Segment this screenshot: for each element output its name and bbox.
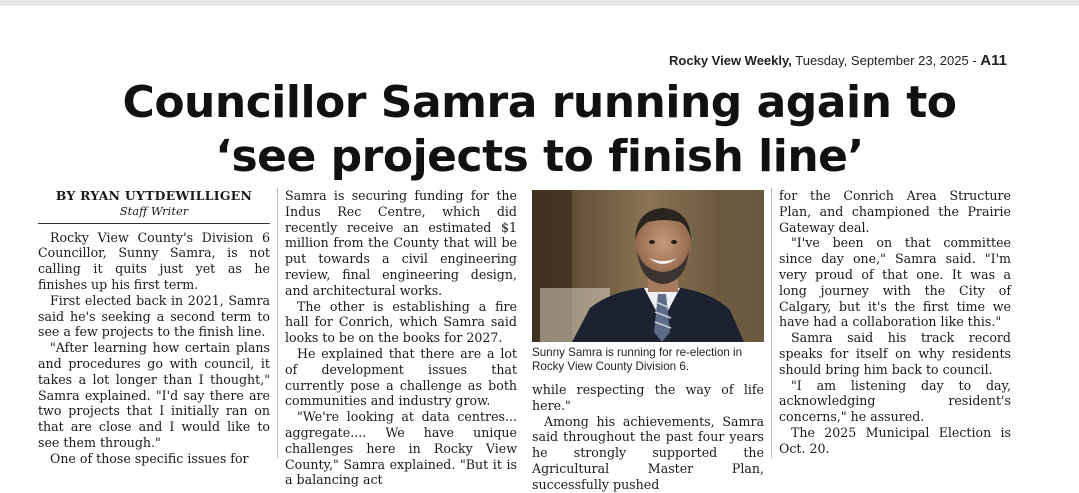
paragraph: First elected back in 2021, Samra said he's seeking a second term to see a few projects to the finish line. (38, 292, 270, 340)
paragraph: Samra is securing funding for the Indus Rec Centre, which did recently receive an estimated $1 million from the County that will be put towards a civil engineering review, final engineering design, and architectural works. (285, 188, 517, 298)
top-border (0, 0, 1079, 6)
article-column-2 (285, 188, 517, 488)
publication-date: Tuesday, September 23, 2025 - (795, 53, 977, 68)
portrait-image (532, 190, 764, 342)
councillor-photo (532, 190, 764, 342)
paragraph: The other is establishing a fire hall for Conrich, which Samra said looks to be on the books for 2027. (285, 298, 517, 346)
paragraph: Among his achievements, Samra said throughout the past four years he strongly supported the Agricultural Master Plan, successfully pushed (532, 413, 764, 492)
paragraph: "We're looking at data centres... aggregate.... We have unique challenges here in Rocky View County," Samra explained. "But it is a balancing act (285, 409, 517, 488)
paragraph: One of those specific issues for (50, 450, 249, 466)
paragraph: while respecting the way of life here." (532, 382, 764, 413)
paragraph: "After learning how certain plans and procedures go with council, it takes a lot longer than I thought," Samra explained. "I'd say there are two projects that I initially ran on that are close and I would like to see them through." (38, 340, 270, 450)
paragraph: "I am listening day to day, acknowledging resident's concerns," he assured. (779, 377, 1011, 425)
article-column-1 (38, 188, 270, 467)
photo-caption: Sunny Samra is running for re-election in Rocky View County Division 6. (532, 346, 743, 373)
paragraph: Rocky View County's Division 6 Councillor, Sunny Samra, is not calling it quits just yet as he finishes up his first term. (38, 229, 270, 292)
byline-author: BY RYAN UYTDEWILLIGEN (55, 188, 253, 203)
paragraph: He explained that there are a lot of development issues that currently pose a challenge as both communities and industry grow. (285, 345, 517, 409)
paragraph: The 2025 Municipal Election is Oct. 20. (779, 424, 1011, 456)
headline-line-1: Councillor Samra running again to (122, 77, 957, 128)
paragraph: "I've been on that committee since day one," Samra said. "I'm very proud of that one. It was a long journey with the City of Calgary, but it's the first time we have had a collaboration like this." (779, 235, 1011, 330)
publication-name: Rocky View Weekly, (669, 53, 792, 68)
paragraph: Samra said his track record speaks for itself on why residents should bring him back to council. (779, 330, 1011, 377)
page-number: A11 (980, 52, 1007, 69)
page-folio (669, 52, 1007, 69)
column-divider (277, 188, 278, 458)
paragraph: for the Conrich Area Structure Plan, and championed the Prairie Gateway deal. (779, 188, 1011, 235)
headline-line-2: ‘see projects to finish line’ (215, 131, 864, 182)
article-column-3 (532, 382, 764, 493)
byline-role: Staff Writer (38, 204, 270, 224)
column-divider (771, 188, 772, 458)
article-column-4 (779, 188, 1011, 457)
